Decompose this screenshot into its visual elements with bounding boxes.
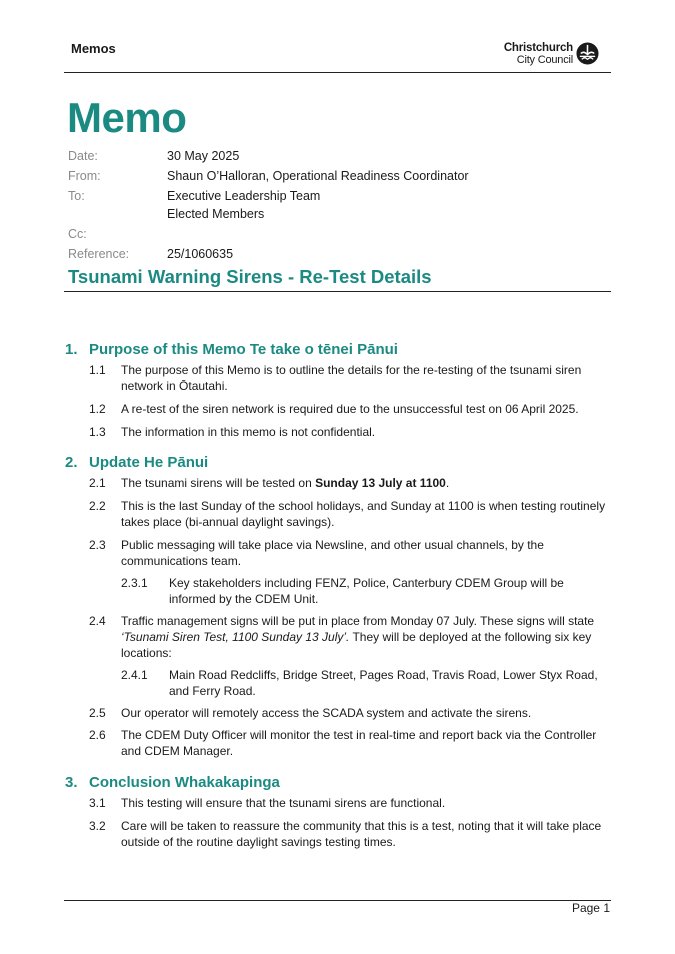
memo-subject: Tsunami Warning Sirens - Re-Test Details [68, 266, 432, 287]
item-text: A re-test of the siren network is required due to the unsuccessful test on 06 April 2025. [121, 402, 579, 416]
section-heading [65, 340, 398, 360]
meta-value-from: Shaun O’Halloran, Operational Readiness Coordinator [167, 169, 469, 183]
logo-line-2: City Council [516, 54, 573, 66]
item-number: 2.3.1 [121, 576, 148, 590]
section-title: Conclusion Whakakapinga [89, 774, 280, 791]
test-date-emphasis: Sunday 13 July at 1100 [315, 476, 446, 490]
meta-label-cc: Cc: [68, 227, 87, 241]
item-number: 2.4 [89, 614, 106, 628]
item-text: The CDEM Duty Officer will monitor the test in real-time and report back via the Controller and CDEM Manager. [121, 728, 597, 758]
meta-value-to: Executive Leadership Team [167, 189, 321, 203]
meta-label-to: To: [68, 189, 85, 203]
meta-value-to-2: Elected Members [167, 207, 265, 221]
item-number: 1.1 [89, 363, 106, 377]
header-label: Memos [71, 41, 116, 56]
item-number: 1.2 [89, 402, 106, 416]
item-text: Public messaging will take place via Newsline, and other usual channels, by the communications team. [121, 538, 544, 568]
council-logo [497, 42, 601, 68]
item-text [121, 613, 611, 661]
item-text: Our operator will remotely access the SCADA system and activate the sirens. [121, 706, 532, 720]
section-heading [65, 453, 208, 473]
section-number: 1. [65, 341, 78, 358]
item-number: 3.2 [89, 819, 106, 833]
sign-wording: ‘Tsunami Siren Test, 1100 Sunday 13 July’. [121, 630, 350, 644]
item-number: 2.4.1 [121, 668, 148, 682]
item-text-part: Traffic management signs will be put in place from Monday 07 July. These signs will state [121, 614, 595, 628]
item-text-part: The tsunami sirens will be tested on [121, 476, 316, 490]
meta-label-from: From: [68, 169, 101, 183]
item-text-part: . [445, 476, 450, 490]
header-rule [64, 72, 611, 73]
meta-value-date: 30 May 2025 [167, 149, 240, 163]
logo-line-1: Christchurch [503, 42, 573, 54]
section-title: Purpose of this Memo Te take o tēnei Pānui [89, 341, 398, 358]
item-text: The purpose of this Memo is to outline the details for the re-testing of the tsunami siren network in Ōtautahi. [121, 363, 582, 393]
council-emblem-icon [576, 42, 599, 65]
item-text: Main Road Redcliffs, Bridge Street, Pages Road, Travis Road, Lower Styx Road, and Ferry Road. [169, 668, 598, 698]
section-number: 2. [65, 454, 78, 471]
memo-title: Memo [67, 94, 187, 141]
item-text: This testing will ensure that the tsunami sirens are functional. [121, 796, 446, 810]
page-number: Page 1 [571, 901, 610, 915]
item-number: 2.2 [89, 499, 106, 513]
item-number: 2.5 [89, 706, 106, 720]
item-text: Care will be taken to reassure the community that this is a test, noting that it will take place outside of the routine daylight savings testing times. [121, 819, 602, 849]
item-text: Key stakeholders including FENZ, Police, Canterbury CDEM Group will be informed by the CDEM Unit. [169, 576, 564, 606]
meta-label-reference: Reference: [68, 247, 130, 261]
section-number: 3. [65, 774, 78, 791]
section-heading [65, 773, 280, 793]
item-number: 1.3 [89, 425, 106, 439]
item-text-part: They will be deployed at the following six key locations: [121, 630, 592, 660]
item-text: The information in this memo is not confidential. [121, 425, 376, 439]
subject-rule [64, 291, 611, 292]
meta-value-reference: 25/1060635 [167, 247, 234, 261]
item-number: 2.3 [89, 538, 106, 552]
section-title: Update He Pānui [89, 454, 209, 471]
item-number: 2.6 [89, 728, 106, 742]
item-text [121, 475, 611, 491]
item-number: 2.1 [89, 476, 106, 490]
meta-label-date: Date: [68, 149, 98, 163]
item-number: 3.1 [89, 796, 106, 810]
footer-rule [64, 900, 611, 901]
item-text: This is the last Sunday of the school holidays, and Sunday at 1100 is when testing routinely takes place (bi-annual daylight savings). [121, 499, 606, 529]
